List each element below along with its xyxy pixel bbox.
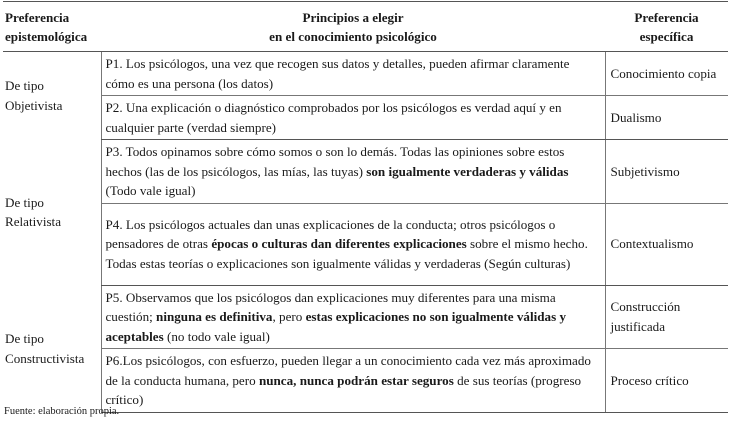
table-row (3, 140, 728, 204)
emphasis-text: épocas o culturas dan diferentes explicaciones (211, 236, 467, 252)
table-row (3, 52, 728, 96)
principle-text: P1. Los psicólogos, una vez que recogen sus datos y detalles, pueden afirmar claramente cómo es una persona (los datos) (105, 56, 570, 91)
header-line: en el conocimiento psicológico (269, 29, 437, 44)
header-epistemic-preference (3, 2, 101, 52)
header-line: específica (639, 29, 694, 44)
source-note: Fuente: elaboración propia. (4, 406, 120, 417)
header-line: Preferencia (5, 10, 70, 25)
principle-text: P2. Una explicación o diagnóstico comprobados por los psicólogos es verdad aquí y en cualquier parte (verdad siempre) (105, 100, 562, 135)
principle-p1 (101, 52, 605, 96)
principle-p6 (101, 349, 605, 413)
header-line: epistemológica (5, 29, 88, 44)
header-specific-preference (605, 2, 728, 52)
principle-text: (Todo vale igual) (105, 183, 196, 198)
principle-text: P3. Todos opinamos sobre cómo somos o son lo demás. Todas las opiniones sobre estos hechos (las de los psicólogos, las mías, las tuyas) (105, 144, 565, 179)
specific-preference: Conocimiento copia (605, 52, 728, 96)
emphasis-text: nunca, nunca podrán estar seguros (258, 372, 454, 388)
principle-text: de sus teorías (progreso crítico) (105, 372, 582, 407)
emphasis-text: son igualmente verdaderas y válidas (366, 163, 569, 179)
specific-preference: Dualismo (605, 96, 728, 140)
principle-text: (no todo vale igual) (163, 328, 270, 344)
principle-p4 (101, 203, 605, 285)
table-row (3, 96, 728, 140)
category-line: De tipo (5, 194, 44, 210)
category-line: Objetivista (5, 97, 63, 113)
specific-preference: Contextualismo (605, 203, 728, 285)
specific-preference: Construcción justificada (605, 285, 728, 349)
principle-p3 (101, 140, 605, 204)
category-constructivista (3, 285, 101, 412)
principle-text: sobre el mismo hecho. Todas estas teorías o explicaciones son igualmente válidas y verdaderas (Según culturas) (105, 236, 588, 271)
principle-text: P5. Observamos que los psicólogos dan explicaciones muy diferentes para una misma cuestión; (105, 289, 556, 324)
epistemology-table (3, 1, 728, 413)
category-line: Constructivista (5, 350, 85, 366)
principle-text: P4. Los psicólogos actuales dan unas explicaciones de la conducta; otros psicólogos o pensadores de otras (105, 216, 556, 252)
category-line: De tipo (5, 331, 44, 346)
header-row (3, 2, 728, 52)
specific-preference: Proceso crítico (605, 349, 728, 413)
category-line: De tipo (5, 78, 44, 94)
category-line: Relativista (5, 214, 62, 230)
category-relativista (3, 140, 101, 286)
table-row (3, 285, 728, 349)
specific-preference: Subjetivismo (605, 140, 728, 204)
principle-p5 (101, 285, 605, 349)
header-line: Preferencia (634, 10, 699, 25)
header-principles (101, 2, 605, 52)
table-row (3, 203, 728, 285)
header-line: Principios a elegir (302, 10, 404, 25)
table-row (3, 349, 728, 413)
principle-text: P6.Los psicólogos, con esfuerzo, pueden llegar a un conocimiento cada vez más aproximado de la conducta humana, pero (105, 353, 591, 388)
category-objetivista (3, 52, 101, 140)
emphasis-text: estas explicaciones no son igualmente válidas y aceptables (105, 309, 566, 344)
emphasis-text: ninguna es definitiva (156, 309, 273, 324)
principle-text: , pero (272, 309, 306, 324)
principle-p2 (101, 96, 605, 140)
